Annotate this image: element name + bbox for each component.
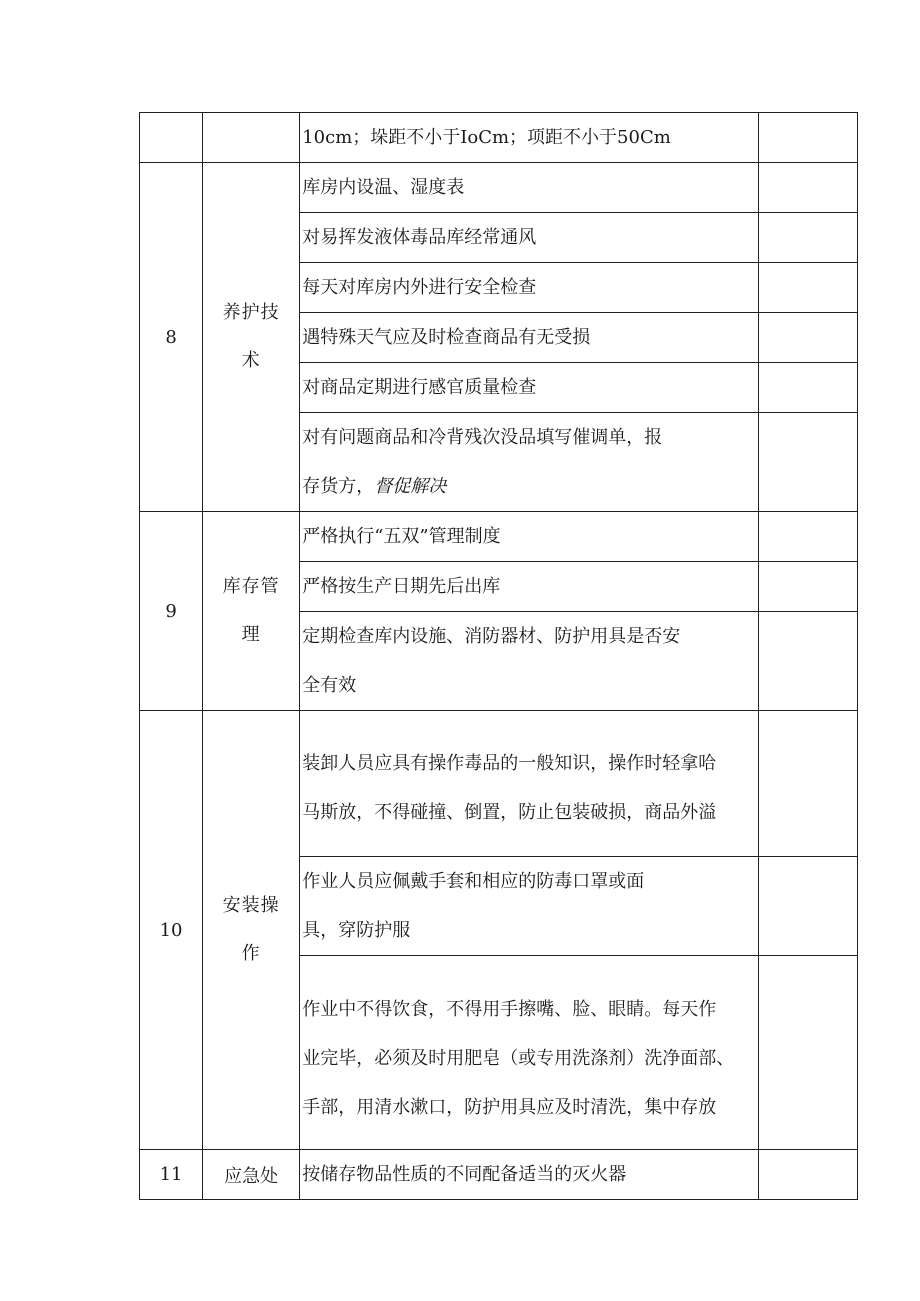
content-text: 遇特殊天气应及时检查商品有无受损 [302,327,591,348]
content-text: 全有效 [302,675,357,696]
content-cell [300,562,759,612]
check-cell [758,363,857,413]
row-number-cell: 11 [140,1150,203,1200]
regulation-table [139,112,858,1200]
content-cell [300,857,759,956]
content-cell [300,363,759,413]
content-cell [300,512,759,562]
table-row-continuation [140,113,858,163]
content-text: 装卸人员应具有操作毒品的一般知识，操作时轻拿哈 [302,752,717,774]
category-line: 术 [241,350,261,371]
check-cell [758,1150,857,1200]
content-text: 存货方， [302,476,375,497]
content-cell [300,711,759,857]
content-cell [300,956,759,1150]
content-text: 对有问题商品和冷背残次没品填写催调单，报 [302,427,663,448]
check-cell [758,213,857,263]
content-text: 定期检查库内设施、消防器材、防护用具是否安 [302,626,681,647]
row-number-cell: 10 [140,711,203,1150]
content-cell [300,612,759,711]
content-cell [300,113,759,163]
check-cell [758,711,857,857]
category-cell [203,163,300,512]
table-row [140,163,858,213]
category-cell [203,711,300,1150]
row-number-cell: 8 [140,163,203,512]
content-text: 马斯放，不得碰撞、倒置，防止包装破损，商品外溢 [302,801,717,823]
content-text: 作业人员应佩戴手套和相应的防毒口罩或面 [302,871,645,892]
content-text: 库房内设温、湿度表 [302,177,465,198]
category-line: 安装操 [222,895,280,916]
category-line: 作 [241,943,261,964]
check-cell [758,313,857,363]
content-text: 手部，用清水漱口，防护用具应及时清洗，集中存放 [302,1097,717,1118]
check-cell [758,956,857,1150]
category-cell: 应急处 [203,1150,300,1200]
check-cell [758,263,857,313]
content-text: 每天对库房内外进行安全检查 [302,277,537,298]
content-text: 对易挥发液体毒品库经常通风 [302,227,537,248]
content-cell [300,263,759,313]
check-cell [758,113,857,163]
content-cell [300,163,759,213]
table-row [140,1150,858,1200]
category-cell [203,512,300,711]
table-row [140,711,858,857]
category-line: 库存管 [222,576,280,597]
content-text: 业完毕，必须及时用肥皂（或专用洗涤剂）洗净面部、 [302,1048,735,1069]
content-text: 严格按生产日期先后出库 [302,576,501,597]
check-cell [758,512,857,562]
category-cell [203,113,300,163]
content-cell [300,413,759,512]
category-line: 理 [241,624,261,645]
content-text: 对商品定期进行感官质量检查 [302,377,537,398]
content-italic-text: 督促解决 [374,476,447,497]
content-text: 作业中不得饮食，不得用手擦嘴、脸、眼睛。每天作 [302,999,717,1020]
check-cell [758,163,857,213]
row-number-cell [140,113,203,163]
check-cell [758,857,857,956]
row-number-cell: 9 [140,512,203,711]
content-text: 具，穿防护服 [302,920,411,941]
check-cell [758,562,857,612]
content-text: 按储存物品性质的不同配备适当的灭火器 [302,1164,627,1185]
category-line: 养护技 [222,302,280,323]
content-text: 10cm；垛距不小于IoCm；项距不小于50Cm [302,127,671,148]
check-cell [758,612,857,711]
check-cell [758,413,857,512]
content-text-line [300,462,758,511]
content-cell [300,213,759,263]
content-cell [300,1150,759,1200]
content-text: 严格执行“五双”管理制度 [302,526,501,547]
content-cell [300,313,759,363]
table-row [140,512,858,562]
